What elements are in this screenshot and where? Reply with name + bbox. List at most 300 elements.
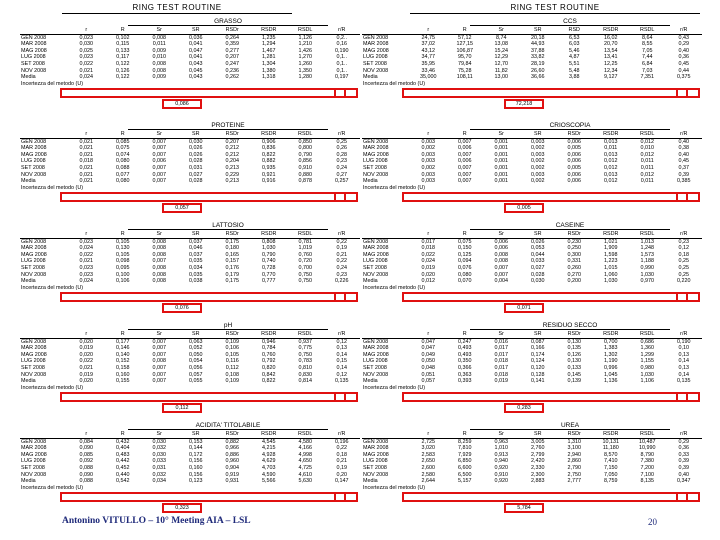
table-cell: 0,002 — [421, 145, 435, 152]
table-cell: 0,028 — [189, 158, 203, 165]
table-cell: 0,937 — [298, 338, 312, 345]
table-cell: 0,090 — [79, 471, 93, 478]
table-cell: 0,10 — [678, 345, 689, 352]
column-header: RSDr — [214, 431, 251, 438]
media-cell: 0,197 — [335, 74, 349, 81]
table-cell: 0,063 — [189, 338, 203, 345]
row-label: SET 2008 — [21, 264, 45, 271]
column-header: R — [105, 27, 142, 34]
media-cell: 0,122 — [116, 74, 130, 81]
uncertainty-value: 0,323 — [162, 503, 202, 513]
table-cell: 0,105 — [116, 238, 130, 245]
table-cell: 0,011 — [604, 145, 618, 152]
table-cell: 1,909 — [604, 245, 618, 252]
column-header — [362, 331, 410, 338]
row-label: LUG 2008 — [363, 54, 388, 61]
column-header: SR — [520, 231, 557, 238]
table-cell: 0,440 — [116, 471, 130, 478]
table-cell: 0,22 — [336, 238, 347, 245]
media-cell: 0,038 — [189, 278, 203, 285]
table-cell: 0,088 — [79, 464, 93, 471]
table-cell: 0,007 — [152, 351, 166, 358]
table-cell: 0,125 — [458, 251, 472, 258]
column-header: RSDr — [214, 231, 251, 238]
table-cell: 1,299 — [640, 351, 654, 358]
table-cell: 0,006 — [567, 158, 581, 165]
table-row — [20, 145, 360, 152]
table-cell: 0,966 — [225, 445, 239, 452]
column-header: SR — [178, 331, 215, 338]
panel-ph — [20, 322, 360, 414]
column-header: r — [68, 27, 105, 34]
column-header — [362, 431, 410, 438]
table-cell: 6,03 — [569, 41, 580, 48]
table-cell: 0,087 — [531, 338, 545, 345]
table-cell: 0,001 — [494, 158, 508, 165]
table-cell: 16,02 — [604, 34, 618, 41]
column-header: Sr — [141, 27, 178, 34]
row-label: NOV 2008 — [363, 471, 389, 478]
table-row — [362, 54, 702, 61]
table-cell: 3,020 — [421, 445, 435, 452]
column-header: r/R — [666, 231, 703, 238]
row-label: MAG 2008 — [363, 151, 389, 158]
table-cell: 1,210 — [298, 41, 312, 48]
row-label: LUG 2008 — [363, 458, 388, 465]
media-cell: 0,123 — [189, 478, 203, 485]
table-cell: 0,047 — [421, 338, 435, 345]
table-row — [20, 458, 360, 465]
table-cell: 0,049 — [421, 351, 435, 358]
column-header: RSDR — [593, 431, 630, 438]
table-cell: 0,39 — [678, 464, 689, 471]
media-cell: 0,200 — [567, 278, 581, 285]
panel-residuo — [362, 322, 702, 414]
row-label: SET 2008 — [363, 164, 387, 171]
table-cell: 0,117 — [116, 54, 130, 61]
column-header: R — [447, 231, 484, 238]
table-cell: 0,190 — [335, 47, 349, 54]
media-cell: 0,385 — [677, 178, 691, 185]
table-cell: 0,996 — [604, 364, 618, 371]
row-label: SET 2008 — [21, 464, 45, 471]
table-cell: 34,77 — [421, 54, 435, 61]
table-cell: 0,021 — [79, 164, 93, 171]
column-header — [20, 431, 68, 438]
row-label: MAR 2008 — [21, 445, 47, 452]
media-cell: 0,175 — [225, 278, 239, 285]
table-cell: 0,006 — [494, 245, 508, 252]
table-cell: 0,781 — [298, 238, 312, 245]
table-cell: 13,08 — [494, 41, 508, 48]
table-cell: 0,003 — [531, 138, 545, 145]
media-cell: 0,147 — [335, 478, 349, 485]
column-header: RSDL — [629, 331, 666, 338]
column-header — [362, 231, 410, 238]
ratio-highlight — [334, 492, 358, 502]
table-cell: 3,005 — [531, 438, 545, 445]
table-cell: 0,452 — [116, 464, 130, 471]
column-header: RSDL — [287, 27, 324, 34]
media-cell: 0,375 — [677, 74, 691, 81]
table-cell: 0,045 — [189, 67, 203, 74]
row-label: SET 2008 — [21, 364, 45, 371]
table-cell: 0,13 — [336, 345, 347, 352]
media-cell: 13,00 — [494, 74, 508, 81]
panel-lattosio — [20, 222, 360, 314]
table-cell: 1,310 — [567, 438, 581, 445]
table-row — [20, 158, 360, 165]
media-label: Media — [363, 178, 378, 185]
table-cell: 0,003 — [531, 151, 545, 158]
table-cell: 20,18 — [531, 34, 545, 41]
table-cell: 0,13 — [678, 351, 689, 358]
column-header: r/R — [324, 27, 361, 34]
row-label: MAR 2008 — [21, 245, 47, 252]
table-row — [20, 365, 360, 372]
media-row — [20, 478, 360, 485]
media-cell: 2,644 — [421, 478, 435, 485]
table-row — [20, 345, 360, 352]
table-cell: 0,1.. — [336, 67, 347, 74]
table-cell: 0,174 — [531, 351, 545, 358]
table-cell: 0,40 — [678, 47, 689, 54]
table-cell: 0,760 — [298, 251, 312, 258]
table-cell: 0,007 — [458, 171, 472, 178]
table-cell: 0,27 — [336, 171, 347, 178]
table-cell: 1,248 — [640, 245, 654, 252]
media-cell: 1,318 — [262, 74, 276, 81]
media-cell: 0,007 — [152, 378, 166, 385]
row-label: MAG 2008 — [363, 451, 389, 458]
table-cell: 33,82 — [531, 54, 545, 61]
table-cell: 0,023 — [79, 271, 93, 278]
column-header: RSDL — [629, 27, 666, 34]
table-cell: 0,990 — [640, 264, 654, 271]
table-cell: 0,002 — [531, 145, 545, 152]
table-cell: 0,366 — [458, 364, 472, 371]
table-cell: 0,236 — [225, 67, 239, 74]
row-label: LUG 2008 — [21, 158, 46, 165]
column-header: RSDL — [629, 131, 666, 138]
media-cell: 0,750 — [298, 278, 312, 285]
table-cell: 0,750 — [298, 351, 312, 358]
page-number: 20 — [648, 517, 657, 527]
table-cell: 0,44 — [678, 67, 689, 74]
table-cell: 0,013 — [604, 138, 618, 145]
table-cell: 6,84 — [642, 60, 653, 67]
section-title: UREA — [470, 422, 670, 430]
media-cell: 0,213 — [225, 178, 239, 185]
table-row — [20, 352, 360, 359]
section-title: ACIDITA' TITOLABILE — [128, 422, 328, 430]
table-cell: 0,012 — [640, 171, 654, 178]
table-row — [20, 445, 360, 452]
uncertainty-label: Incertezza del metodo (U) — [21, 385, 84, 392]
table-cell: 0,483 — [116, 451, 130, 458]
table-cell: 0,166 — [531, 345, 545, 352]
table-cell: 95,70 — [458, 54, 472, 61]
table-cell: 0,108 — [225, 371, 239, 378]
table-row — [20, 465, 360, 472]
table-cell: 1,013 — [640, 238, 654, 245]
media-highlight — [402, 492, 688, 502]
table-row — [362, 365, 702, 372]
row-label: NOV 2008 — [21, 371, 47, 378]
column-header: SR — [178, 27, 215, 34]
table-cell: 1,030 — [262, 245, 276, 252]
uncertainty-label: Incertezza del metodo (U) — [21, 485, 84, 492]
table-cell: 0,044 — [531, 251, 545, 258]
media-label: Media — [363, 378, 378, 385]
media-cell: 8,759 — [604, 478, 618, 485]
media-cell: 0,878 — [298, 178, 312, 185]
table-cell: 4,703 — [262, 464, 276, 471]
table-cell: 33,46 — [421, 67, 435, 74]
table-cell: 7,410 — [604, 458, 618, 465]
column-header: RSDr — [556, 431, 593, 438]
column-header: r — [410, 231, 447, 238]
table-cell: 0,105 — [225, 351, 239, 358]
column-header: RSDr — [556, 131, 593, 138]
table-cell: 0,29 — [678, 41, 689, 48]
table-cell: 0,277 — [225, 47, 239, 54]
table-cell: 0,023 — [79, 54, 93, 61]
media-cell: 0,080 — [116, 178, 130, 185]
table-cell: 0,145 — [567, 371, 581, 378]
table-cell: 0,100 — [116, 271, 130, 278]
table-cell: 0,021 — [79, 145, 93, 152]
table-cell: 0,133 — [116, 47, 130, 54]
uncertainty-value: 72,218 — [504, 99, 544, 109]
row-label: GEN 2008 — [363, 138, 389, 145]
media-cell: 0,931 — [225, 478, 239, 485]
table-cell: 12,70 — [494, 60, 508, 67]
media-row — [362, 478, 702, 485]
table-cell: 0,179 — [225, 271, 239, 278]
column-header: SR — [178, 231, 215, 238]
table-cell: 0,076 — [458, 264, 472, 271]
table-cell: 7,810 — [458, 445, 472, 452]
table-cell: 0,023 — [79, 34, 93, 41]
media-cell: 2,883 — [531, 478, 545, 485]
table-cell: 0,007 — [152, 371, 166, 378]
media-cell: 0,043 — [189, 74, 203, 81]
table-cell: 0,25 — [678, 271, 689, 278]
table-cell: 0,24 — [336, 164, 347, 171]
table-cell: 0,001 — [494, 164, 508, 171]
table-cell: 0,026 — [531, 238, 545, 245]
table-cell: 0,112 — [225, 364, 239, 371]
ratio-highlight — [334, 292, 358, 302]
table-cell: 0,032 — [152, 445, 166, 452]
table-cell: 0,006 — [458, 145, 472, 152]
media-cell: 5,630 — [298, 478, 312, 485]
media-cell: 0,034 — [152, 478, 166, 485]
table-cell: 0,856 — [298, 158, 312, 165]
table-cell: 0,45 — [678, 158, 689, 165]
table-cell: 0,080 — [116, 158, 130, 165]
table-cell: 0,047 — [189, 47, 203, 54]
table-cell: 0,025 — [79, 47, 93, 54]
media-cell: 0,141 — [531, 378, 545, 385]
table-cell: 1,380 — [262, 67, 276, 74]
column-header: RSDR — [593, 131, 630, 138]
table-row — [20, 472, 360, 479]
table-cell: 0,128 — [531, 371, 545, 378]
table-cell: 26,60 — [531, 67, 545, 74]
table-cell: 35,95 — [421, 60, 435, 67]
column-header: RSDL — [287, 331, 324, 338]
table-cell: 0,157 — [225, 258, 239, 265]
column-header: R — [105, 331, 142, 338]
stats-table — [20, 431, 360, 492]
table-cell: 0,940 — [494, 458, 508, 465]
table-row — [362, 238, 702, 245]
table-cell: 0,122 — [116, 60, 130, 67]
table-cell: 0,808 — [262, 238, 276, 245]
stats-table — [20, 231, 360, 292]
column-header: r/R — [666, 431, 703, 438]
table-cell: 1,030 — [640, 371, 654, 378]
row-label: MAG 2008 — [363, 47, 389, 54]
table-cell: 0,45 — [678, 60, 689, 67]
table-cell: 0,14 — [678, 371, 689, 378]
panel-crioscopia — [362, 122, 702, 214]
table-cell: 7,100 — [640, 471, 654, 478]
column-header: RSDr — [556, 331, 593, 338]
table-cell: 1,021 — [604, 238, 618, 245]
row-label: NOV 2008 — [21, 271, 47, 278]
media-cell: 0,001 — [494, 178, 508, 185]
row-label: MAG 2008 — [21, 351, 47, 358]
column-header — [362, 131, 410, 138]
table-cell: 4,725 — [298, 464, 312, 471]
table-cell: 7,05 — [642, 47, 653, 54]
table-cell: 10,487 — [639, 438, 656, 445]
table-cell: 0,023 — [79, 264, 93, 271]
row-label: MAR 2008 — [21, 145, 47, 152]
column-header: r/R — [324, 331, 361, 338]
row-label: NOV 2008 — [363, 67, 389, 74]
column-header: RSDL — [629, 431, 666, 438]
table-cell: 4,998 — [298, 451, 312, 458]
table-cell: 0,008 — [152, 60, 166, 67]
table-row — [362, 252, 702, 259]
table-cell: 4,650 — [298, 458, 312, 465]
table-cell: 12,25 — [604, 60, 618, 67]
table-cell: 0,008 — [494, 258, 508, 265]
table-cell: 0,165 — [225, 251, 239, 258]
table-cell: 0,007 — [152, 151, 166, 158]
table-cell: 0,156 — [189, 458, 203, 465]
row-label: GEN 2008 — [363, 438, 389, 445]
table-cell: 37,02 — [421, 41, 435, 48]
table-cell: 0,792 — [262, 358, 276, 365]
table-cell: 0,007 — [458, 151, 472, 158]
table-cell: 4,545 — [262, 438, 276, 445]
table-cell: 4,580 — [298, 438, 312, 445]
media-row — [20, 278, 360, 285]
table-row — [20, 138, 360, 145]
table-cell: 0,105 — [116, 251, 130, 258]
table-cell: 7,050 — [604, 471, 618, 478]
media-highlight — [60, 392, 346, 402]
table-cell: 0,032 — [152, 471, 166, 478]
table-cell: 0,12 — [336, 371, 347, 378]
table-cell: 0,16 — [336, 41, 347, 48]
table-cell: 0,882 — [262, 158, 276, 165]
table-cell: 0,017 — [421, 238, 435, 245]
table-cell: 0,160 — [189, 464, 203, 471]
table-cell: 0,775 — [298, 345, 312, 352]
table-row — [362, 41, 702, 48]
table-row — [20, 338, 360, 345]
column-header: SR — [520, 431, 557, 438]
right-page-title — [410, 2, 700, 14]
table-cell: 0,12 — [678, 245, 689, 252]
table-cell: 12,29 — [494, 54, 508, 61]
column-header: Sr — [483, 131, 520, 138]
table-cell: 4,928 — [262, 451, 276, 458]
table-cell: 0,493 — [458, 345, 472, 352]
table-cell: 0,003 — [421, 158, 435, 165]
uncertainty-label: Incertezza del metodo (U) — [363, 285, 426, 292]
panel-urea — [362, 422, 702, 514]
table-cell: 13,54 — [604, 47, 618, 54]
table-cell: 0,006 — [567, 151, 581, 158]
table-cell: 0,005 — [567, 145, 581, 152]
media-label: Media — [363, 478, 378, 485]
table-cell: 0,493 — [458, 351, 472, 358]
uncertainty-label: Incertezza del metodo (U) — [363, 185, 426, 192]
table-cell: 0,260 — [567, 264, 581, 271]
table-cell: 0,007 — [494, 264, 508, 271]
table-cell: 2,583 — [421, 451, 435, 458]
table-row — [362, 352, 702, 359]
table-cell: 5,46 — [569, 47, 580, 54]
table-cell: 5,48 — [569, 67, 580, 74]
row-label: MAR 2008 — [363, 145, 389, 152]
table-cell: 6,600 — [458, 464, 472, 471]
table-cell: 11,180 — [602, 445, 619, 452]
table-cell: 0,935 — [262, 164, 276, 171]
table-cell: 1,383 — [604, 345, 618, 352]
table-cell: 0,031 — [152, 464, 166, 471]
table-row — [362, 68, 702, 75]
table-cell: 2,330 — [531, 464, 545, 471]
table-row — [20, 358, 360, 365]
column-header: r/R — [324, 131, 361, 138]
table-cell: 1,223 — [604, 258, 618, 265]
table-cell: 0,008 — [152, 34, 166, 41]
media-cell: 0,109 — [225, 378, 239, 385]
table-cell: 1,155 — [640, 358, 654, 365]
table-cell: 0,270 — [567, 271, 581, 278]
panel-acidita — [20, 422, 360, 514]
media-highlight — [402, 292, 688, 302]
uncertainty-value: 0,283 — [504, 403, 544, 413]
table-cell: 0,047 — [421, 345, 435, 352]
row-label: GEN 2008 — [21, 338, 47, 345]
table-cell: 0,003 — [421, 151, 435, 158]
table-cell: 0,008 — [152, 264, 166, 271]
uncertainty-value: 0,076 — [162, 303, 202, 313]
table-cell: 0,790 — [298, 151, 312, 158]
media-cell: 3,88 — [569, 74, 580, 81]
table-cell: 0,160 — [116, 371, 130, 378]
table-cell: 0,008 — [494, 251, 508, 258]
